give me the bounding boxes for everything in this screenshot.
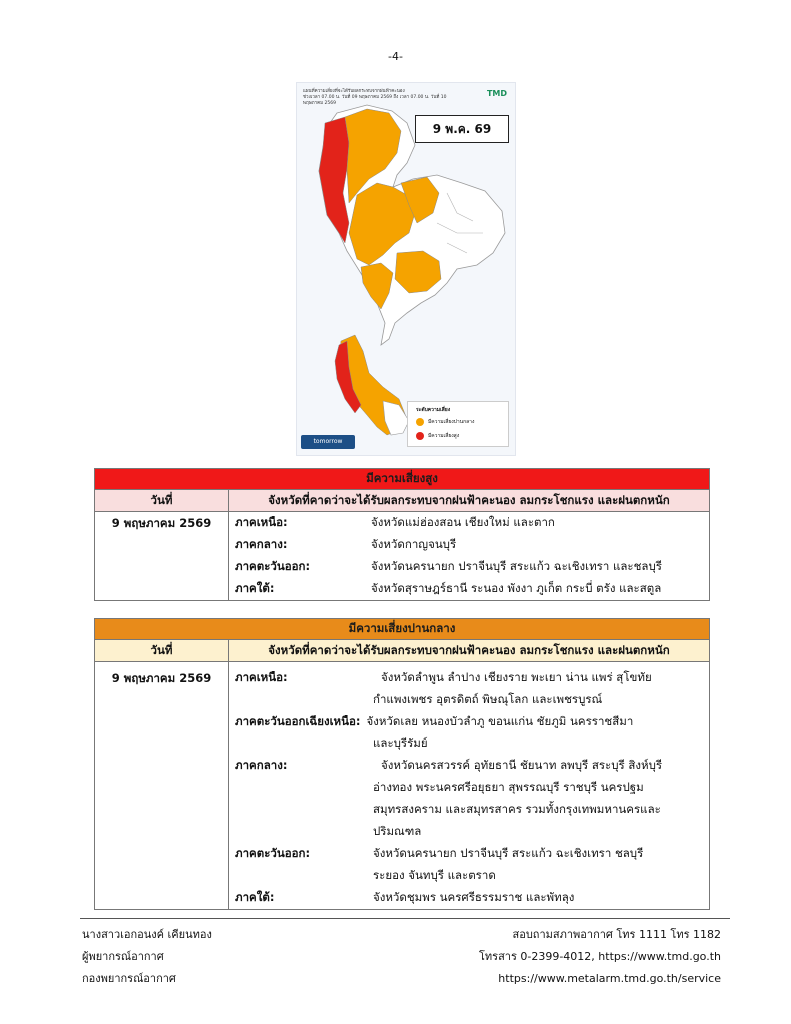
risk-map [296,82,516,456]
high-risk-body-row [95,512,710,601]
tmd-logo: TMD [486,89,507,98]
tomorrow-logo: tomorrow [301,435,355,449]
legend-title: ระดับความเสี่ยง [416,407,451,413]
region-label: ภาคกลาง: [235,537,288,551]
province-line: จังหวัดชุมพร นครศรีธรรมราช และพัทลุง [373,890,575,904]
list-item [229,667,709,689]
province-line: จังหวัดนครสวรรค์ อุทัยธานี ชัยนาท ลพบุรี สระบุรี สิงห์บุรี [381,758,663,772]
list-item [229,556,709,578]
footer-right [479,924,721,990]
legend-item-medium [416,418,474,426]
list-item [229,777,709,799]
legend-item-high [416,432,459,440]
province-line: จังหวัดลำพูน ลำปาง เชียงราย พะเยา น่าน แพร่ สุโขทัย [381,670,652,684]
region-label: ภาคใต้: [235,581,275,595]
date-cell: 9 พฤษภาคม 2569 [95,662,229,910]
footer-left [82,924,212,990]
map-legend [407,401,509,447]
list-item [229,887,709,909]
contact-fax-link[interactable]: โทรสาร 0-2399-4012, https://www.tmd.go.th [479,950,721,963]
list-item [229,865,709,887]
province-list: จังหวัดสุราษฎร์ธานี ระนอง พังงา ภูเก็ต กระบี่ ตรัง และสตูล [371,581,662,595]
col-date-header: วันที่ [95,640,229,662]
region-label: ภาคใต้: [235,890,275,904]
region-label: ภาคตะวันออก: [235,559,311,573]
high-risk-header-row [95,490,710,512]
province-line: ปริมณฑล [373,824,422,838]
footer-divider [80,918,730,919]
province-list: จังหวัดแม่ฮ่องสอน เชียงใหม่ และตาก [371,515,555,529]
province-line: จังหวัดนครนายก ปราจีนบุรี สระแก้ว ฉะเชิงเทรา ชลบุรี [373,846,644,860]
forecaster-name: นางสาวเอกอนงค์ เคียนทอง [82,928,212,941]
region-list [229,512,709,600]
date-cell: 9 พฤษภาคม 2569 [95,512,229,601]
list-item [229,689,709,711]
map-header-period: ช่วงเวลา 07.00 น. วันที่ 09 พฤษภาคม 2569 ถึง เวลา 07.00 น. วันที่ 10 พฤษภาคม 2569 [303,95,447,106]
map-header-title: แผนที่ความเสี่ยงที่จะได้รับผลกระทบจากฝนฟ้าคะนอง [303,89,405,94]
list-item [229,755,709,777]
medium-risk-table [94,618,710,910]
province-list: จังหวัดนครนายก ปราจีนบุรี สระแก้ว ฉะเชิงเทรา และชลบุรี [371,559,662,573]
map-date-label: 9 พ.ค. 69 [415,115,509,143]
forecaster-title: ผู้พยากรณ์อากาศ [82,950,164,963]
list-item [229,711,709,733]
region-label: ภาคเหนือ: [235,515,288,529]
high-risk-table [94,468,710,601]
province-line: และบุรีรัมย์ [373,736,428,750]
contact-phone: สอบถามสภาพอากาศ โทร 1111 โทร 1182 [512,928,721,941]
page-number: -4- [388,50,403,63]
region-label: ภาคเหนือ: [235,670,288,684]
col-provinces-header: จังหวัดที่คาดว่าจะได้รับผลกระทบจากฝนฟ้าคะนอง ลมกระโชกแรง และฝนตกหนัก [229,640,710,662]
col-provinces-header: จังหวัดที่คาดว่าจะได้รับผลกระทบจากฝนฟ้าคะนอง ลมกระโชกแรง และฝนตกหนัก [229,490,710,512]
province-line: ระยอง จันทบุรี และตราด [373,868,496,882]
province-line: สมุทรสงคราม และสมุทรสาคร รวมทั้งกรุงเทพมหานครและ [373,802,661,816]
province-line: อ่างทอง พระนครศรีอยุธยา สุพรรณบุรี ราชบุรี นครปฐม [373,780,644,794]
province-line: จังหวัดเลย หนองบัวลำภู ขอนแก่น ชัยภูมิ นครราชสีมา [366,714,634,728]
medium-risk-header-row [95,640,710,662]
list-item [229,512,709,534]
contact-service-link[interactable]: https://www.metalarm.tmd.go.th/service [498,972,721,985]
list-item [229,733,709,755]
medium-risk-body-row [95,662,710,910]
region-label: ภาคกลาง: [235,758,288,772]
legend-medium-label: มีความเสี่ยงปานกลาง [428,419,475,425]
list-item [229,578,709,600]
province-line: กำแพงเพชร อุตรดิตถ์ พิษณุโลก และเพชรบูรณ์ [373,692,603,706]
high-risk-title: มีความเสี่ยงสูง [95,469,710,490]
col-date-header: วันที่ [95,490,229,512]
red-dot-icon [416,432,424,440]
region-label: ภาคตะวันออก: [235,846,311,860]
list-item [229,534,709,556]
list-item [229,821,709,843]
list-item [229,843,709,865]
orange-dot-icon [416,418,424,426]
legend-high-label: มีความเสี่ยงสูง [428,433,460,439]
forecaster-division: กองพยากรณ์อากาศ [82,972,176,985]
medium-risk-title: มีความเสี่ยงปานกลาง [95,619,710,640]
region-list [229,667,709,909]
list-item [229,799,709,821]
province-list: จังหวัดกาญจนบุรี [371,537,457,551]
region-label: ภาคตะวันออกเฉียงเหนือ: [235,714,361,728]
